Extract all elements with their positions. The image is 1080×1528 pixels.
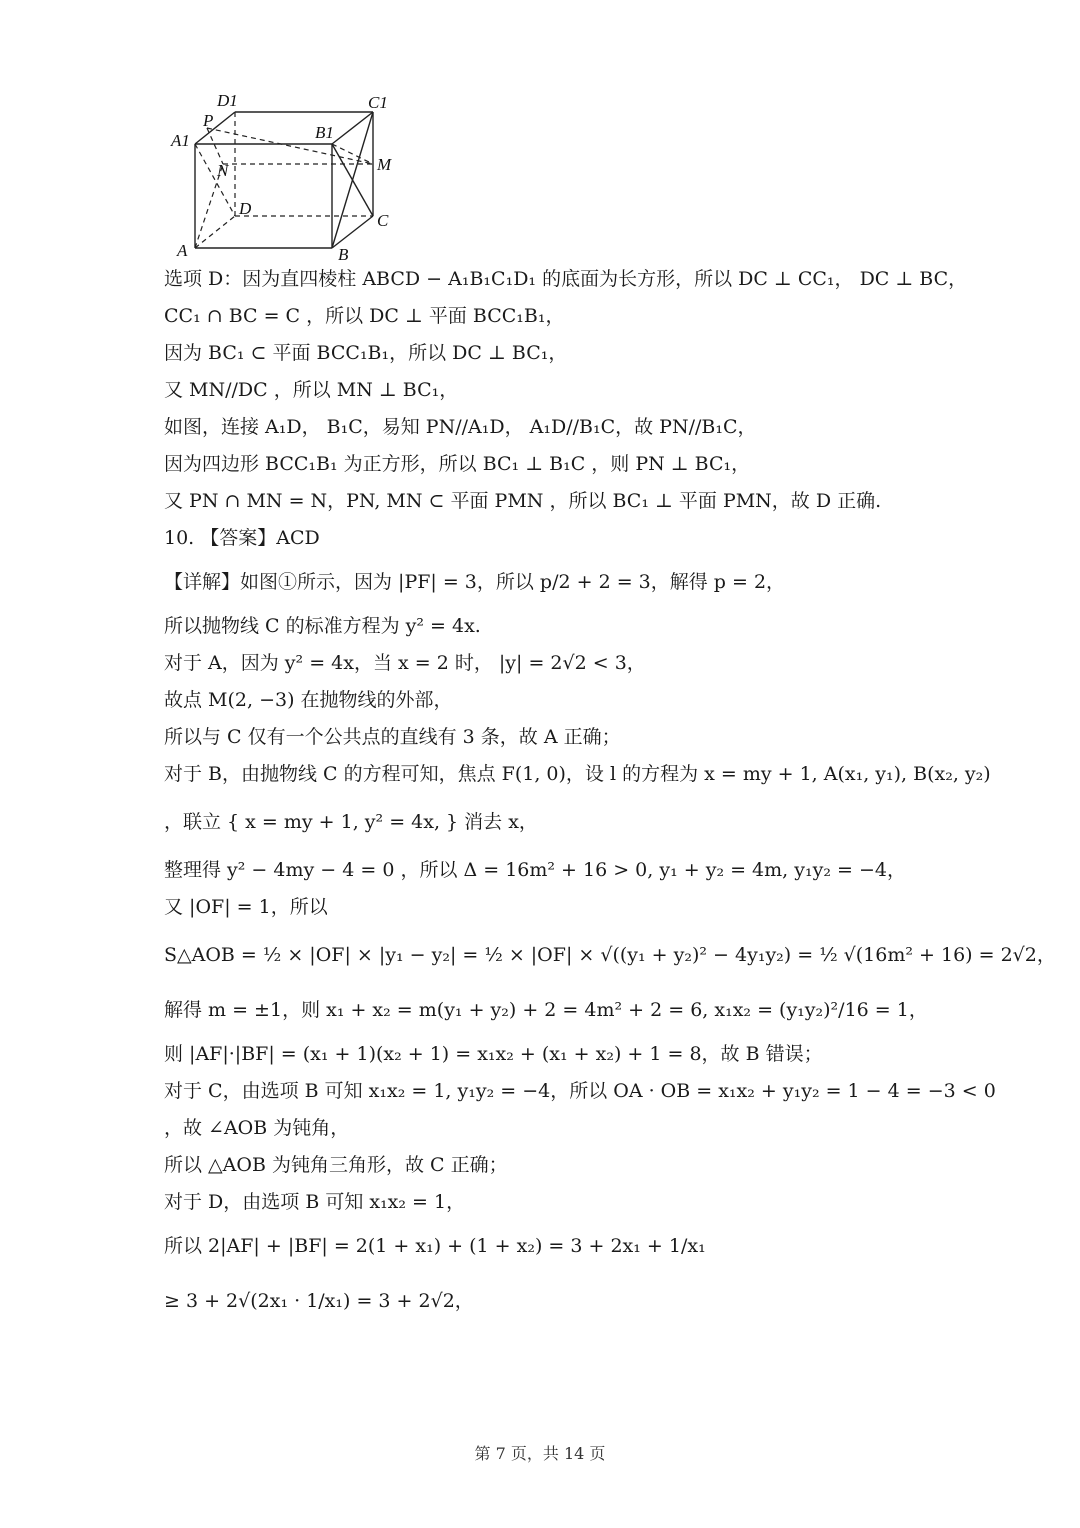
text-line: 所以 2|AF| + |BF| = 2(1 + x₁) + (1 + x₂) = 3 + 2x₁ + 1/x₁ (164, 1235, 706, 1257)
text-line: 【详解】如图①所示，因为 |PF| = 3，所以 p/2 + 2 = 3，解得 p = 2， (164, 571, 786, 593)
text-line: CC₁ ∩ BC = C ，所以 DC ⊥ 平面 BCC₁B₁， (164, 305, 565, 327)
text-line: 故点 M(2, −3) 在抛物线的外部， (164, 689, 453, 711)
text-line: 解得 m = ±1，则 x₁ + x₂ = m(y₁ + y₂) + 2 = 4m² + 2 = 6, x₁x₂ = (y₁y₂)²/16 = 1， (164, 999, 928, 1021)
text-line: 如图，连接 A₁D， B₁C，易知 PN//A₁D， A₁D//B₁C，故 PN//B₁C， (164, 416, 757, 438)
text-line: 因为 BC₁ ⊂ 平面 BCC₁B₁，所以 DC ⊥ BC₁， (164, 342, 568, 364)
text-line: 又 PN ∩ MN = N，PN, MN ⊂ 平面 PMN ，所以 BC₁ ⊥ 平面 PMN，故 D 正确. (164, 490, 882, 512)
label-a: A (177, 241, 188, 260)
page-footer: 第 7 页，共 14 页 (474, 1444, 606, 1463)
label-p: P (203, 111, 214, 130)
solution-text (164, 266, 1056, 1336)
text-line: 所以抛物线 C 的标准方程为 y² = 4x. (164, 615, 481, 637)
label-b1: B1 (315, 123, 334, 142)
text-line: 所以与 C 仅有一个公共点的直线有 3 条，故 A 正确； (164, 726, 621, 748)
text-line: 又 |OF| = 1，所以 (164, 896, 328, 918)
text-line: 所以 △AOB 为钝角三角形，故 C 正确； (164, 1154, 508, 1176)
text-line: 又 MN//DC ，所以 MN ⊥ BC₁， (164, 379, 459, 401)
text-line: ≥ 3 + 2√(2x₁ · 1/x₁) = 3 + 2√2， (164, 1290, 474, 1312)
text-line: 对于 B，由抛物线 C 的方程可知，焦点 F(1, 0)，设 l 的方程为 x = my + 1, A(x₁, y₁), B(x₂, y₂) (164, 763, 991, 785)
label-n: N (217, 161, 229, 180)
label-c: C (377, 211, 389, 230)
prism-figure (165, 88, 405, 266)
text-line: 对于 A，因为 y² = 4x，当 x = 2 时， |y| = 2√2 < 3， (164, 652, 646, 674)
label-a1: A1 (171, 131, 190, 150)
label-d1: D1 (217, 91, 238, 110)
text-line: ，联立 { x = my + 1, y² = 4x, } 消去 x， (164, 811, 538, 833)
label-d: D (239, 199, 252, 218)
text-line: 对于 D，由选项 B 可知 x₁x₂ = 1， (164, 1191, 466, 1213)
text-line: 则 |AF|·|BF| = (x₁ + 1)(x₂ + 1) = x₁x₂ + (x₁ + x₂) + 1 = 8，故 B 错误； (164, 1043, 823, 1065)
text-line: 因为四边形 BCC₁B₁ 为正方形，所以 BC₁ ⊥ B₁C ，则 PN ⊥ BC₁， (164, 453, 751, 475)
text-line: ，故 ∠AOB 为钝角， (164, 1117, 350, 1139)
text-line: S△AOB = ½ × |OF| × |y₁ − y₂| = ½ × |OF| × √((y₁ + y₂)² − 4y₁y₂) = ½ √(16m² + 16) = 2√2， (164, 944, 1056, 966)
label-c1: C1 (368, 93, 388, 112)
text-line: 整理得 y² − 4my − 4 = 0 ，所以 Δ = 16m² + 16 > 0, y₁ + y₂ = 4m, y₁y₂ = −4， (164, 859, 906, 881)
text-line: 对于 C，由选项 B 可知 x₁x₂ = 1, y₁y₂ = −4，所以 OA · OB = x₁x₂ + y₁y₂ = 1 − 4 = −3 < 0 (164, 1080, 996, 1102)
label-b: B (338, 245, 349, 264)
answer-heading: 10. 【答案】ACD (164, 527, 320, 549)
label-m: M (377, 155, 392, 174)
prism-diagram (165, 88, 405, 266)
text-line: 选项 D：因为直四棱柱 ABCD − A₁B₁C₁D₁ 的底面为长方形，所以 DC ⊥ CC₁， DC ⊥ BC， (164, 268, 968, 290)
